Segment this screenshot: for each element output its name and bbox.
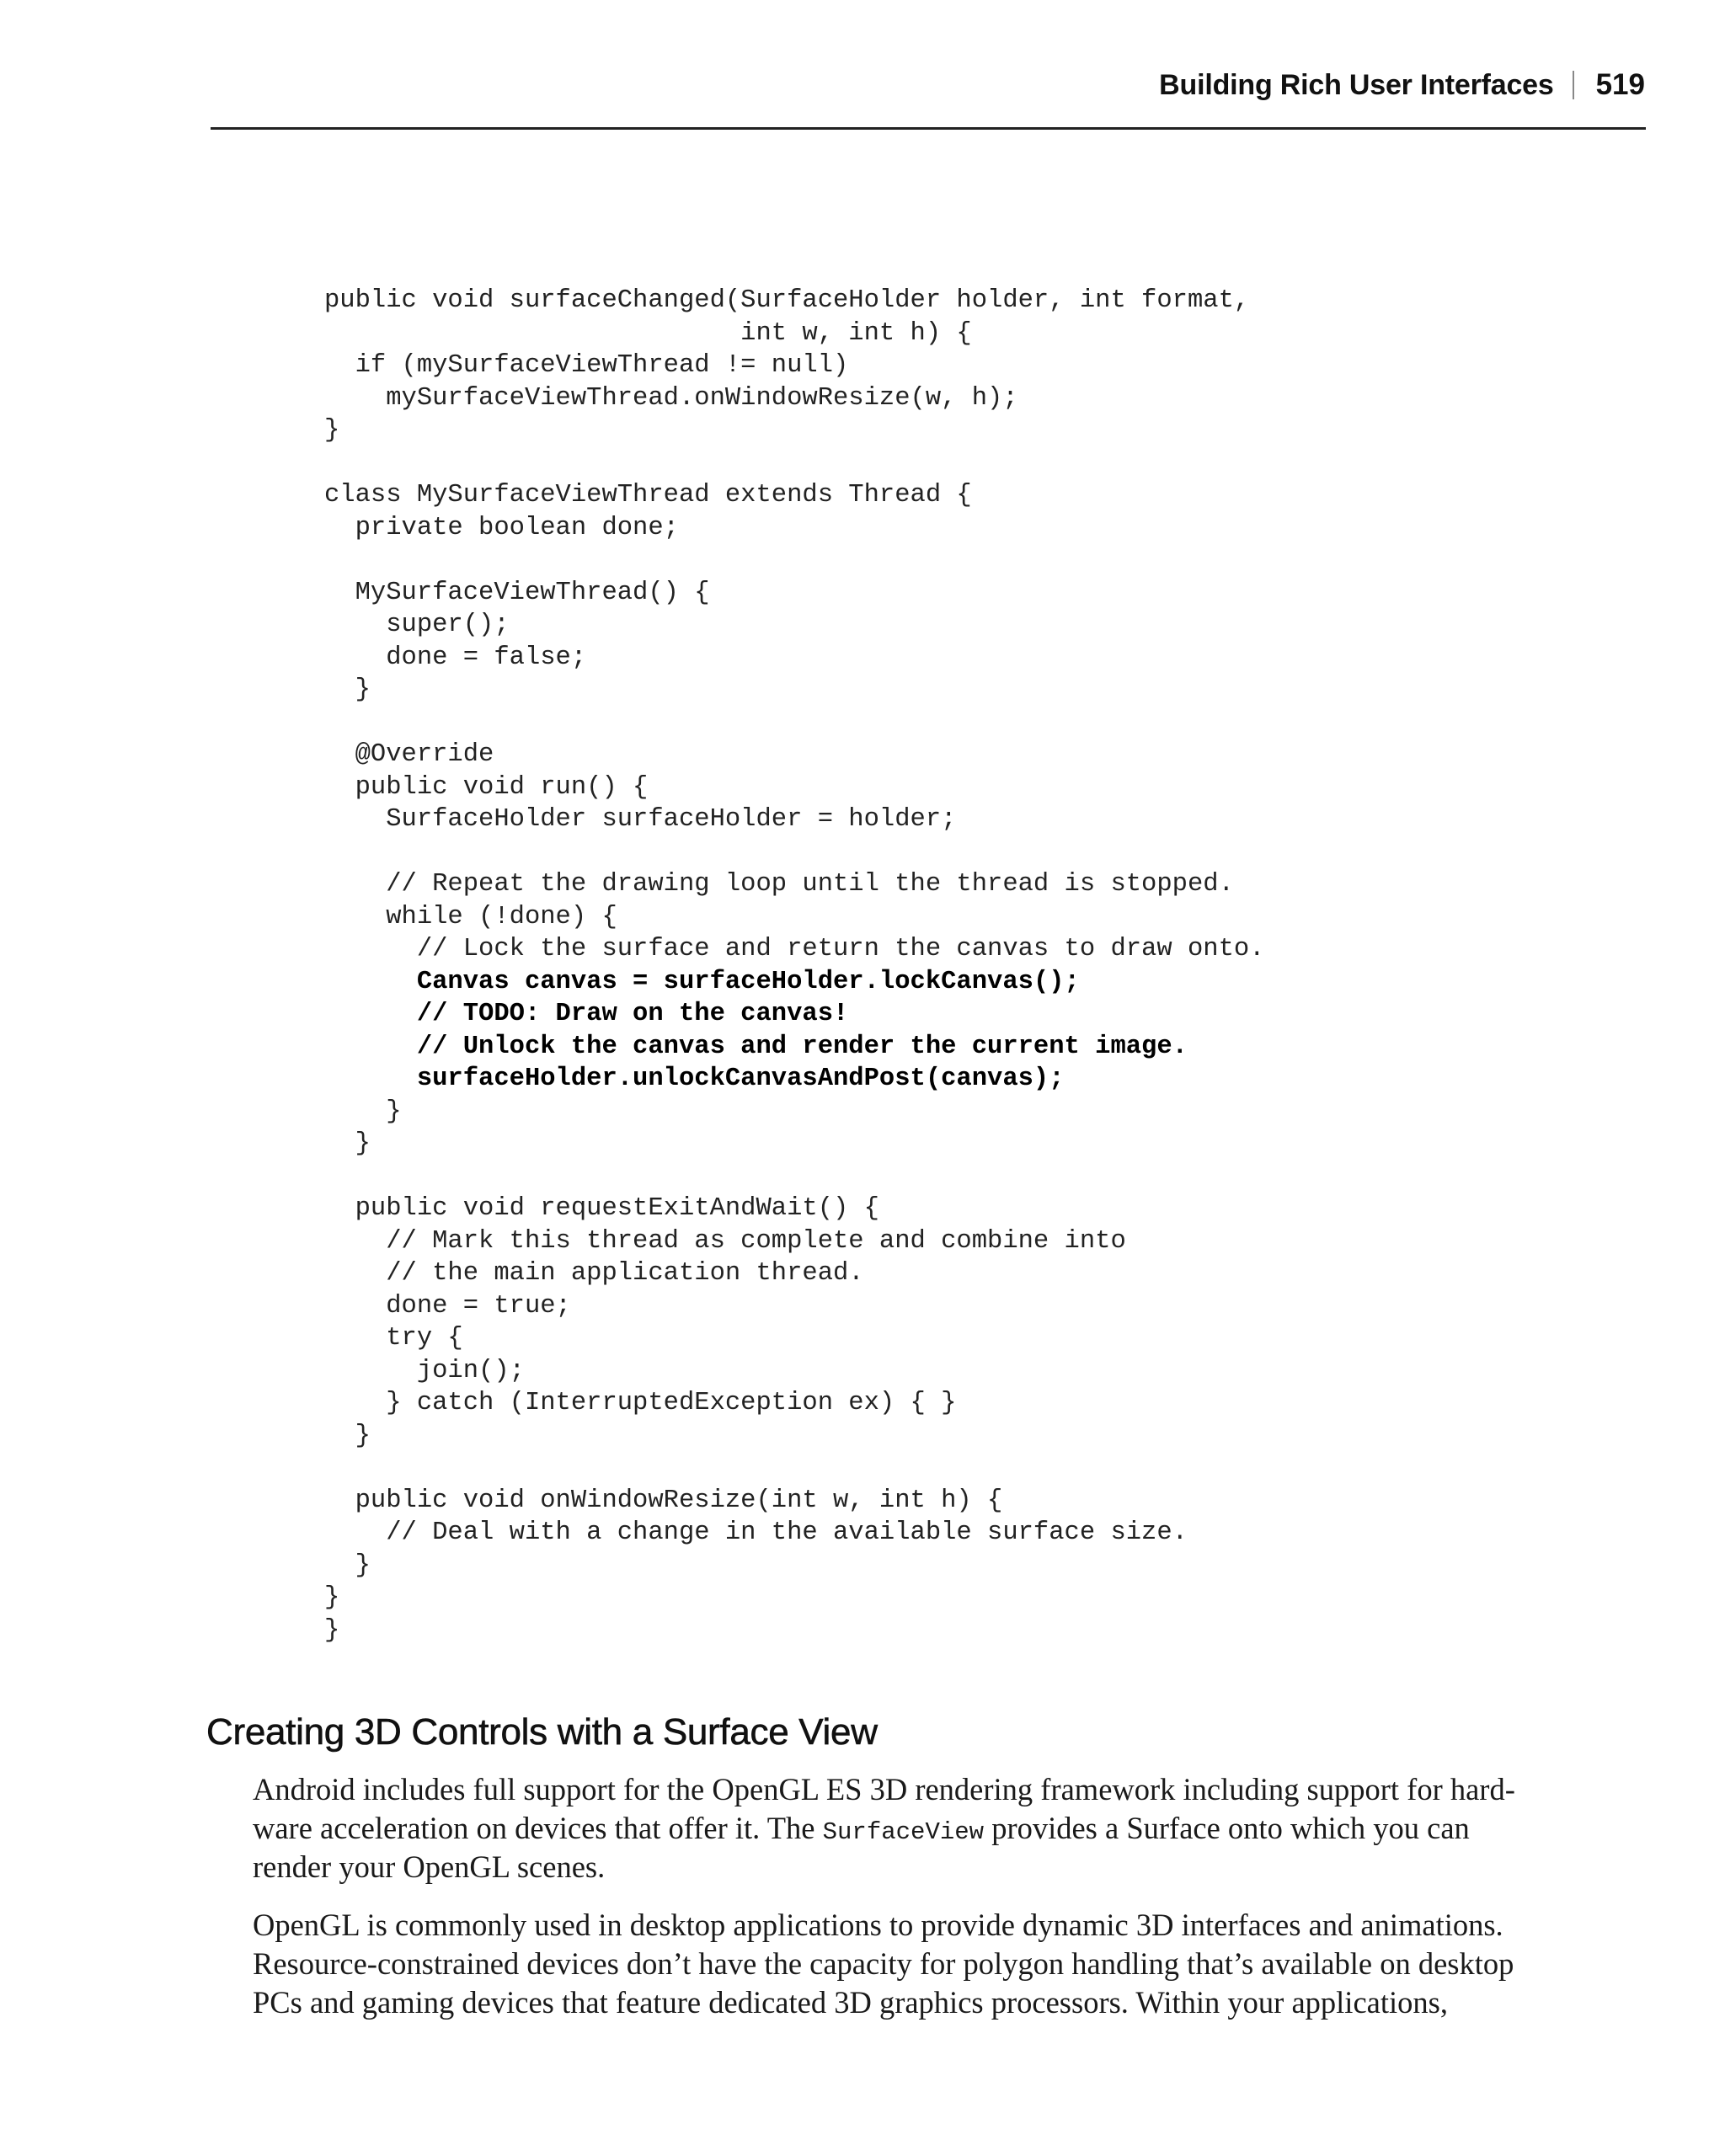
code-line: done = false; [324, 643, 587, 672]
code-line: join(); [324, 1356, 525, 1385]
code-line: } [324, 416, 340, 445]
code-line: // Mark this thread as complete and combine into [324, 1226, 1126, 1256]
code-line: // Repeat the drawing loop until the thread is stopped. [324, 870, 1234, 899]
paragraph-2 [253, 1906, 1651, 2022]
paragraph-1 [253, 1770, 1651, 1886]
running-header [211, 64, 1645, 106]
code-line [324, 544, 1264, 577]
code-line: SurfaceHolder surfaceHolder = holder; [324, 805, 957, 834]
code-listing [324, 285, 1264, 1646]
code-line: } [324, 1615, 340, 1645]
code-line: } [324, 1550, 371, 1580]
section-heading: Creating 3D Controls with a Surface View [206, 1711, 878, 1753]
code-line [324, 1452, 1264, 1485]
paragraph-line: OpenGL is commonly used in desktop applications to provide dynamic 3D interfaces and animations. [253, 1908, 1503, 1942]
paragraph-line: Resource-constrained devices don’t have the capacity for polygon handling that’s available on desktop [253, 1946, 1514, 1981]
code-line [324, 1161, 1264, 1193]
code-line: surfaceHolder.unlockCanvasAndPost(canvas); [324, 1065, 1065, 1093]
paragraph-line [253, 1809, 1651, 1848]
code-line: int w, int h) { [324, 318, 972, 348]
code-line: Canvas canvas = surfaceHolder.lockCanvas(); [324, 967, 1080, 996]
text-run: ware acceleration on devices that offer it. The [253, 1811, 823, 1845]
code-line: private boolean done; [324, 513, 679, 542]
code-line: try { [324, 1324, 463, 1353]
header-separator [1573, 71, 1574, 99]
code-line: // Lock the surface and return the canvas to draw onto. [324, 935, 1265, 963]
inline-code-surfaceview: SurfaceView [822, 1818, 985, 1846]
code-line [324, 836, 1264, 869]
code-line: super(); [324, 611, 510, 639]
code-line: } [324, 675, 371, 704]
code-line: } [324, 1097, 402, 1126]
header-rule [211, 127, 1646, 130]
text-run: provides a Surface onto which you can [984, 1811, 1470, 1845]
code-line: // TODO: Draw on the canvas! [324, 1000, 849, 1028]
code-line: public void run() { [324, 772, 649, 802]
paragraph-line: PCs and gaming devices that feature dedicated 3D graphics processors. Within your applications, [253, 1985, 1448, 2020]
code-line: if (mySurfaceViewThread != null) [324, 351, 849, 380]
code-line: // Deal with a change in the available surface size. [324, 1518, 1188, 1547]
code-line: public void requestExitAndWait() { [324, 1194, 879, 1223]
code-line [324, 707, 1264, 739]
running-header-title: Building Rich User Interfaces [1159, 68, 1554, 101]
code-line: mySurfaceViewThread.onWindowResize(w, h); [324, 383, 1018, 413]
code-line: MySurfaceViewThread() { [324, 578, 710, 607]
code-line: class MySurfaceViewThread extends Thread { [324, 481, 972, 510]
code-line: public void onWindowResize(int w, int h) { [324, 1486, 1003, 1515]
code-line: @Override [324, 740, 494, 769]
paragraph-line: render your OpenGL scenes. [253, 1849, 606, 1884]
code-line: public void surfaceChanged(SurfaceHolder holder, int format, [324, 286, 1250, 315]
page-number: 519 [1595, 68, 1645, 101]
code-line: done = true; [324, 1291, 571, 1321]
code-line: // Unlock the canvas and render the current image. [324, 1032, 1188, 1061]
code-line: } catch (InterruptedException ex) { } [324, 1389, 957, 1417]
code-line: while (!done) { [324, 902, 617, 931]
code-line: } [324, 1129, 371, 1158]
code-line: } [324, 1583, 340, 1612]
code-line: // the main application thread. [324, 1259, 864, 1288]
paragraph-line: Android includes full support for the OpenGL ES 3D rendering framework including support for hard- [253, 1772, 1515, 1806]
code-line: } [324, 1421, 371, 1450]
code-line [324, 447, 1264, 480]
